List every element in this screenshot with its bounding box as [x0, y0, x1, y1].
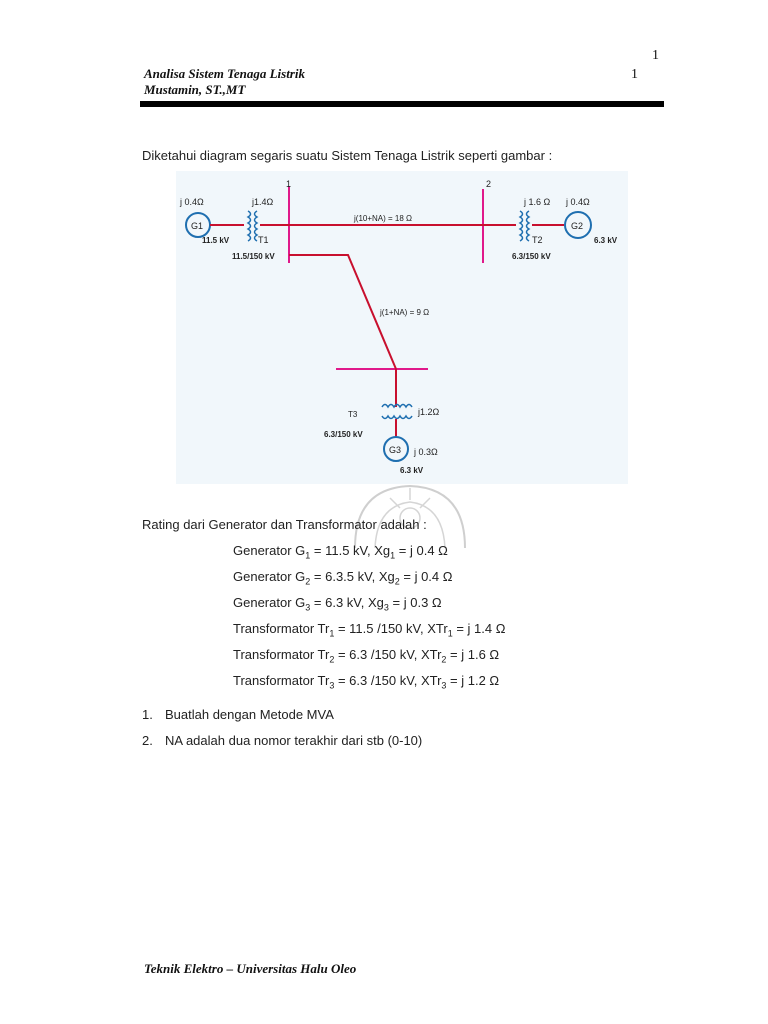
rating-g3: Generator $G_3 = 6.3$ kV, $Xg_3 = j$ 0.3 Ω	[233, 595, 442, 613]
generator-g1-label: G1	[191, 221, 204, 231]
transformer-t1	[248, 211, 257, 241]
t3-rating: 6.3/150 kV	[324, 430, 363, 439]
single-line-diagram	[176, 171, 628, 484]
g3-impedance: j 0.3Ω	[414, 447, 438, 457]
rating-tr1: Transformator $Tr_1 = 11.5$ /150 kV, XTr$_1$ = j 1.4 Ω	[233, 621, 506, 639]
generator-g3-label: G3	[389, 445, 402, 455]
g2-impedance: j 0.4Ω	[566, 197, 590, 207]
g1-impedance: j 0.4Ω	[180, 197, 204, 207]
bus-2-label: 2	[486, 179, 492, 189]
task-1-number: 1.	[142, 707, 153, 722]
rating-tr2: Transformator $Tr_2 = 6.3$ /150 kV, XTr$_2$ = j 1.6 Ω	[233, 647, 500, 665]
t3-impedance: j1.2Ω	[418, 407, 440, 417]
t2-rating: 6.3/150 kV	[512, 252, 551, 261]
document-title: Analisa Sistem Tenaga Listrik	[144, 66, 305, 81]
t2-impedance: j 1.6 Ω	[524, 197, 551, 207]
page-number-top: 1	[652, 48, 659, 63]
t1-label: T1	[258, 235, 269, 245]
line-1-2-impedance: j(10+NA) = 18 Ω	[354, 214, 413, 223]
bus-1-label: 1	[286, 179, 292, 189]
transformer-t2	[520, 211, 529, 241]
intro-text: Diketahui diagram segaris suatu Sistem Tenaga Listrik seperti gambar :	[142, 148, 553, 163]
t1-rating: 11.5/150 kV	[232, 252, 275, 261]
g1-voltage: 11.5 kV	[202, 236, 230, 245]
t3-label: T3	[348, 410, 358, 419]
line-1-3-impedance: j(1+NA) = 9 Ω	[380, 308, 430, 317]
g2-voltage: 6.3 kV	[594, 236, 618, 245]
header-page-number: 1	[631, 67, 638, 82]
document-header	[144, 66, 305, 98]
task-2-text: NA adalah dua nomor terakhir dari stb (0-10)	[165, 733, 423, 748]
page-footer: Teknik Elektro – Universitas Halu Oleo	[144, 961, 357, 976]
rating-heading: Rating dari Generator dan Transformator adalah :	[142, 517, 427, 532]
watermark-emblem	[335, 478, 485, 548]
t1-impedance: j1.4Ω	[252, 197, 274, 207]
header-divider	[140, 101, 664, 107]
document-author: Mustamin, ST.,MT	[144, 82, 246, 97]
rating-tr3: Transformator $Tr_3 = 6.3$ /150 kV, XTr$_3$ = j 1.2 Ω	[233, 673, 500, 691]
generator-g2-label: G2	[571, 221, 584, 231]
t2-label: T2	[532, 235, 543, 245]
task-2-number: 2.	[142, 733, 153, 748]
rating-g1: Generator $G_1 = 11.5$ kV, $Xg_1 = j$ 0.4 Ω	[233, 543, 448, 561]
g3-voltage: 6.3 kV	[400, 466, 424, 475]
rating-g2: Generator $G_2 = 6.3.5$ kV, $Xg_2 = j$ 0.4 Ω	[233, 569, 453, 587]
task-1-text: Buatlah dengan Metode MVA	[165, 707, 334, 722]
